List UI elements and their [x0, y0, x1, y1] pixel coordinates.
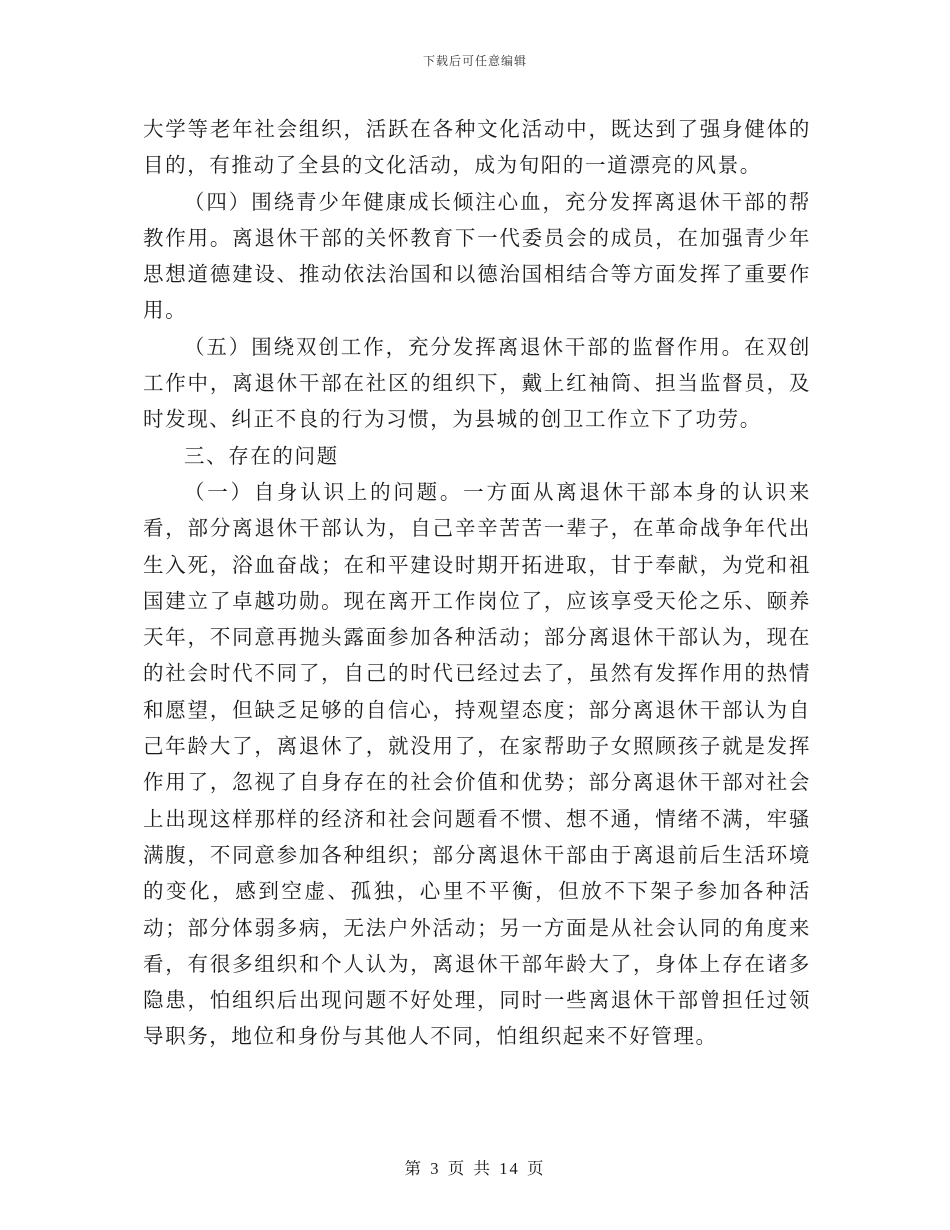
paragraph-problem-1: （一）自身认识上的问题。一方面从离退休干部本身的认识来看，部分离退休干部认为，自己辛辛苦苦一辈子，在革命战争年代出生入死，浴血奋战；在和平建设时期开拓进取，甘于奉献，为党和祖国建立了卓越功勋。现在离开工作岗位了，应该享受天伦之乐、颐养天年，不同意再抛头露面参加各种活动；部分离退休干部认为，现在的社会时代不同了，自己的时代已经过去了，虽然有发挥作用的热情和愿望，但缺乏足够的自信心，持观望态度；部分离退休干部认为自己年龄大了，离退休了，就没用了，在家帮助子女照顾孩子就是发挥作用了，忽视了自身存在的社会价值和优势；部分离退休干部对社会上出现这样那样的经济和社会问题看不惯、想不通，情绪不满，牢骚满腹，不同意参加各种组织；部分离退休干部由于离退前后生活环境的变化，感到空虚、孤独，心里不平衡，但放不下架子参加各种活动；部分体弱多病，无法户外活动；另一方面是从社会认同的角度来看，有很多组织和个人认为，离退休干部年龄大了，身体上存在诸多隐患，怕组织后出现问题不好处理，同时一些离退休干部曾担任过领导职务，地位和身份与其他人不同，怕组织起来不好管理。 — [143, 479, 811, 1049]
page-header: 下载后可任意编辑 — [422, 54, 527, 68]
paragraph-continuation: 大学等老年社会组织，活跃在各种文化活动中，既达到了强身健体的目的，有推动了全县的文化活动，成为旬阳的一道漂亮的风景。 — [143, 117, 811, 178]
footer-middle: 页 共 — [447, 1159, 492, 1178]
paragraph-section-4: （四）围绕青少年健康成长倾注心血，充分发挥离退休干部的帮教作用。离退休干部的关怀教育下一代委员会的成员，在加强青少年思想道德建设、推动依法治国和以德治国相结合等方面发挥了重要作用。 — [143, 189, 811, 323]
page-footer — [0, 1155, 950, 1179]
footer-prefix: 第 — [404, 1159, 423, 1178]
footer-current-page: 3 — [430, 1159, 441, 1178]
section-heading-problems: 三、存在的问题 — [184, 443, 339, 468]
document-body — [143, 111, 811, 1055]
paragraph-section-5: （五）围绕双创工作，充分发挥离退休干部的监督作用。在双创工作中，离退休干部在社区的组织下，戴上红袖筒、担当监督员，及时发现、纠正不良的行为习惯，为县城的创卫工作立下了功劳。 — [143, 334, 811, 432]
footer-total-pages: 14 — [499, 1159, 520, 1178]
footer-suffix: 页 — [527, 1159, 546, 1178]
